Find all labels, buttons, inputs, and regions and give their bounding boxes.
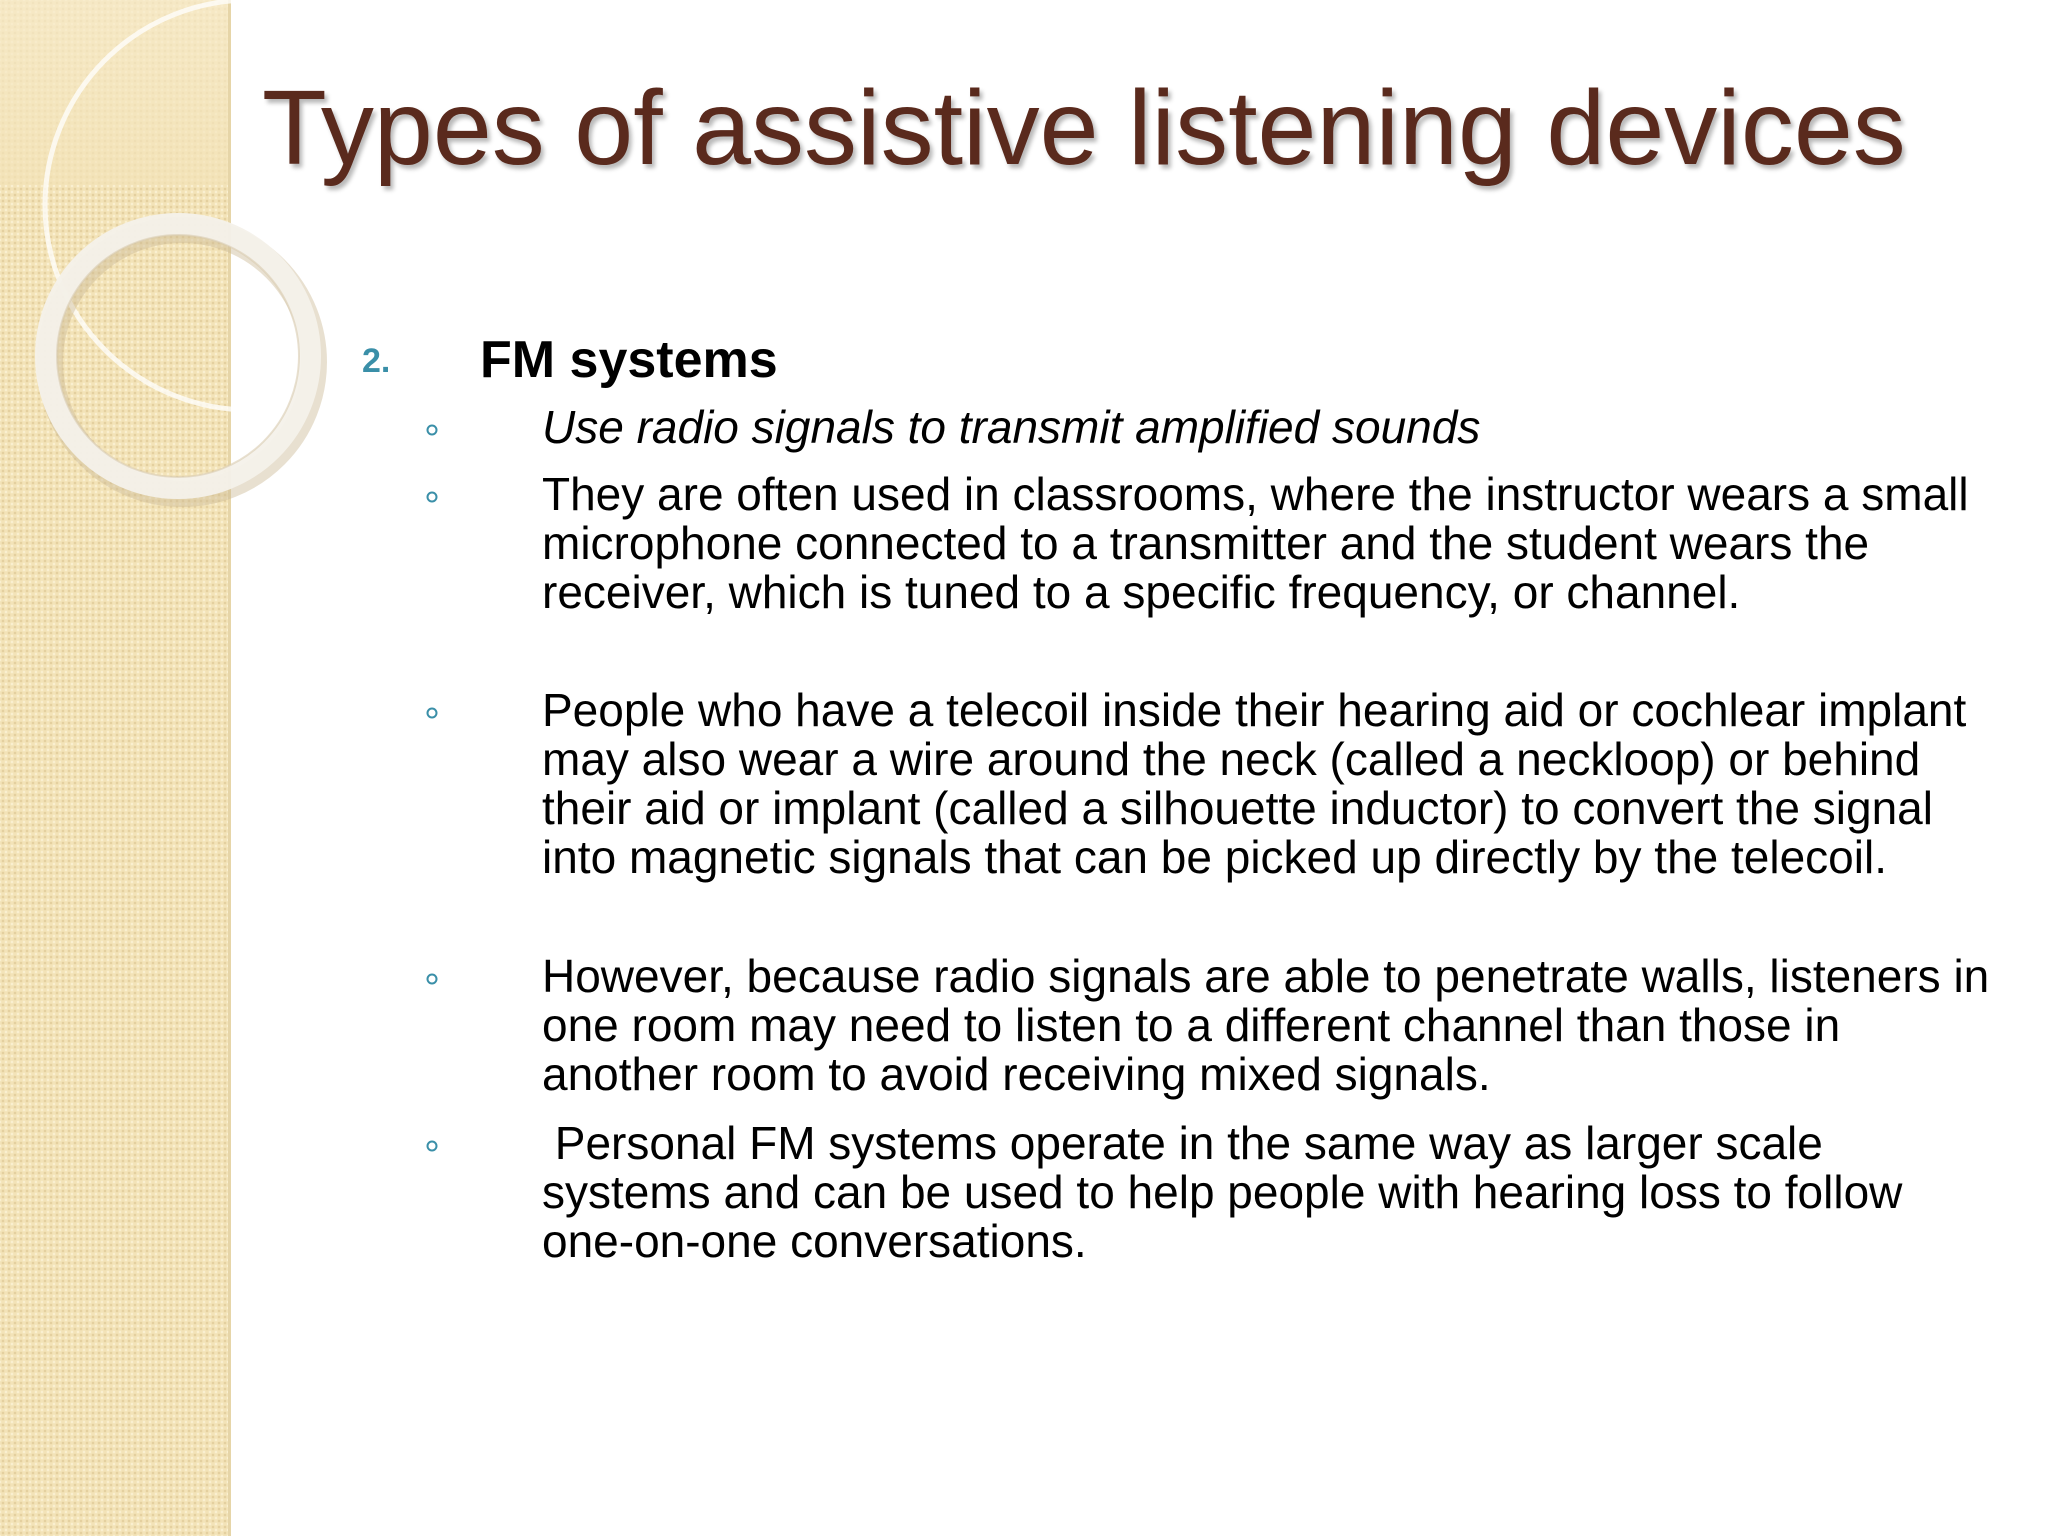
hollow-circle-icon — [425, 1139, 445, 1159]
section-number: 2. — [362, 342, 391, 380]
section-title: FM systems — [480, 331, 778, 389]
side-band-highlight — [0, 0, 228, 185]
bullet-text: People who have a telecoil inside their hearing aid or cochlear implant may also wear a wire around the neck (called a neckloop) or behind their aid or implant (called a silhouette inductor) to convert the signal into magnetic signals that can be picked up directly by the telecoil. — [542, 684, 1967, 883]
side-band — [0, 0, 231, 1536]
hollow-circle-icon — [425, 706, 445, 726]
hollow-circle-icon — [425, 972, 445, 992]
bullet-text: Personal FM systems operate in the same way as larger scale systems and can be used to help people with hearing loss to follow one-on-one conversations. — [542, 1117, 1916, 1267]
bullet-text: They are often used in classrooms, where the instructor wears a small microphone connected to a transmitter and the student wears the receiver, which is tuned to a specific frequency, or channel. — [542, 468, 1969, 618]
bullet-text: Use radio signals to transmit amplified sounds — [542, 401, 1481, 453]
section-heading — [362, 328, 1962, 392]
hollow-circle-icon — [425, 490, 445, 510]
hollow-circle-icon — [425, 423, 445, 443]
slide-title: Types of assistive listening devices — [262, 69, 1906, 187]
bullet-text: However, because radio signals are able to penetrate walls, listeners in one room may need to listen to a different channel than those in another room to avoid receiving mixed signals. — [542, 950, 1990, 1100]
